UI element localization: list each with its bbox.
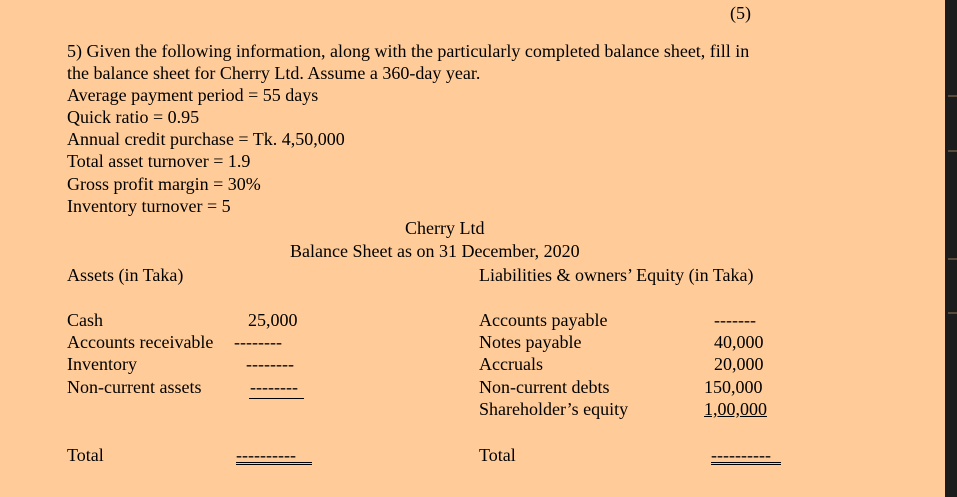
total-assets-double-underline [236,462,312,465]
total-liabilities-value: ---------- [711,445,771,465]
asset-value-inventory: -------- [246,354,294,374]
liability-value-accruals: 20,000 [714,354,764,374]
info-annual-credit-purchase: Annual credit purchase = Tk. 4,50,000 [67,129,345,149]
edge-mark [948,150,957,152]
total-assets-value: ---------- [236,445,296,465]
asset-value-accounts-receivable: -------- [234,332,282,352]
liability-label-accounts-payable: Accounts payable [479,310,608,330]
edge-mark [948,258,957,260]
total-liabilities-double-underline [711,462,781,465]
info-quick-ratio: Quick ratio = 0.95 [67,107,200,127]
question-line-1: 5) Given the following information, along with the particularly completed balance sheet, fill in [67,41,750,61]
asset-label-accounts-receivable: Accounts receivable [67,332,214,352]
assets-header: Assets (in Taka) [67,265,184,285]
info-total-asset-turnover: Total asset turnover = 1.9 [67,151,251,171]
asset-label-inventory: Inventory [67,354,137,374]
marks-label: (5) [730,3,751,23]
liability-label-accruals: Accruals [479,354,543,374]
liability-value-shareholders-equity: 1,00,000 [704,399,767,419]
company-name: Cherry Ltd [405,218,485,238]
edge-mark [948,95,957,97]
asset-value-non-current-assets: -------- [250,377,298,397]
question-line-2: the balance sheet for Cherry Ltd. Assume a 360-day year. [67,63,481,83]
asset-label-cash: Cash [67,310,103,330]
assets-subtotal-underline [249,398,304,399]
liability-value-notes-payable: 40,000 [714,332,764,352]
info-average-payment-period: Average payment period = 55 days [67,85,319,105]
liability-label-non-current-debts: Non-current debts [479,377,610,397]
liability-label-shareholders-equity: Shareholder’s equity [479,399,629,419]
liability-value-non-current-debts: 150,000 [704,377,763,397]
balance-sheet-title: Balance Sheet as on 31 December, 2020 [290,241,580,261]
total-assets-label: Total [67,445,104,465]
asset-value-cash: 25,000 [248,310,298,330]
info-inventory-turnover: Inventory turnover = 5 [67,196,231,216]
total-liabilities-label: Total [479,445,516,465]
liability-label-notes-payable: Notes payable [479,332,582,352]
asset-label-non-current-assets: Non-current assets [67,377,202,397]
edge-mark [948,312,957,314]
liabilities-header: Liabilities & owners’ Equity (in Taka) [479,265,754,285]
info-gross-profit-margin: Gross profit margin = 30% [67,174,261,194]
liability-value-accounts-payable: ------- [714,310,756,330]
right-edge-strip [945,0,957,497]
